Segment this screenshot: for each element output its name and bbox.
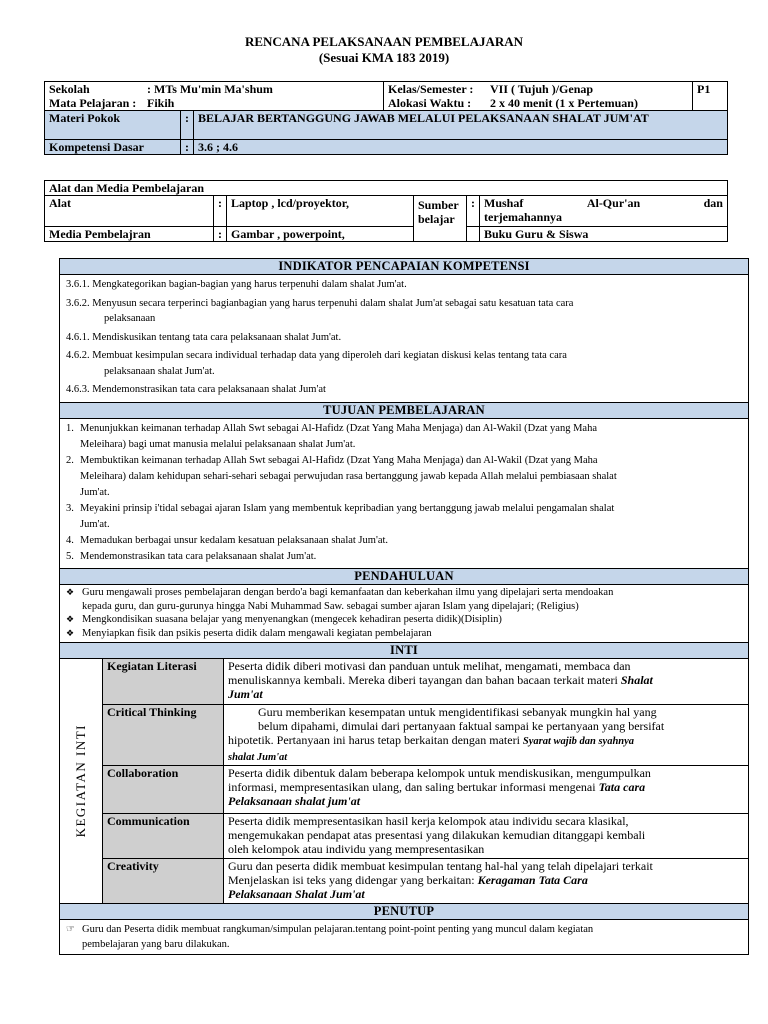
mapel-value: Fikih [147,96,175,110]
sumber-1b: Al-Qur'an [586,196,641,210]
kegiatan-inti-label: KEGIATAN INTI [73,724,88,838]
alokasi-value: 2 x 40 menit (1 x Pertemuan) [490,96,638,110]
alokasi-label: Alokasi Waktu : [388,96,472,110]
indikator-item: 3.6.2. Menyusun secara terperinci bagianbagian yang harus terpenuhi dalam shalat Jum'at sebagai satu kesatuan tata cara [66,297,574,309]
mapel-label: Mata Pelajaran : [49,96,137,110]
indikator-item: 4.6.1. Mendiskusikan tentang tata cara pelaksanaan shalat Jum'at. [66,331,342,343]
materi-label: Materi Pokok [45,111,181,140]
identity-table [44,81,728,155]
alat-label: Alat [45,196,214,227]
alat-value: Laptop , lcd/proyektor, [227,196,414,227]
tujuan-item-cont: Jum'at. [80,487,110,498]
sumber-1d: terjemahannya [484,210,562,224]
inti-row-label: Collaboration [103,766,224,814]
materi-value: BELAJAR BERTANGGUNG JAWAB MELALUI PELAKSANAAN SHALAT JUM'AT [194,111,728,140]
indikator-heading: INDIKATOR PENCAPAIAN KOMPETENSI [60,259,749,275]
indikator-item: 4.6.3. Mendemonstrasikan tata cara pelaksanaan shalat Jum'at [66,384,326,395]
tujuan-item: 4. Memadukan berbagai unsur kedalam kesatuan pelaksanaan shalat Jum'at. [66,535,389,546]
indikator-item-cont: pelaksanaan [104,313,156,324]
sumber-1c: dan [703,196,723,210]
tujuan-item: 5. Mendemonstrasikan tata cara pelaksanaan shalat Jum'at. [66,551,317,562]
diamond-bullet-icon: ❖ [66,615,75,625]
inti-row-content: Guru memberikan kesempatan untuk mengidentifikasi sebanyak mungkin hal yang belum dipahami, dimulai dari pertanyaan faktual sampai ke pertanyaan yang bersifat hipotetik. Pertanyaan ini harus tetap berkaitan dengan materi Syarat wajib dan syahnya shalat Jum'at [224,705,749,766]
tujuan-list [60,419,749,569]
penutup-content: ☞ Guru dan Peserta didik membuat rangkuman/simpulan pelajaran.tentang point-point penting yang muncul dalam kegiatan pembelajaran yang baru dilakukan. [60,920,749,955]
sumber-label-1: Sumber [418,198,459,212]
sekolah-value: : MTs Mu'min Ma'shum [147,82,273,96]
kd-value: 3.6 ; 4.6 [194,140,728,155]
penutup-heading: PENUTUP [60,904,749,920]
code-cell: P1 [693,82,728,111]
inti-row-label: Kegiatan Literasi [103,659,224,705]
tujuan-item-cont: Meleihara) dalam kehidupan sehari-sehari sebagai perwujudan rasa bertanggung jawab kepada Allah melalui pembiasaan shalat [80,471,617,482]
inti-heading: INTI [60,643,749,659]
pendahuluan-heading: PENDAHULUAN [60,569,749,585]
pointing-hand-icon: ☞ [66,924,75,935]
materi-colon: : [181,111,194,140]
inti-row-content: Peserta didik dibentuk dalam beberapa kelompok untuk mendiskusikan, mengumpulkan informasi, mempresentasikan ulang, dan saling bertukar informasi mengenai Tata cara Pelaksanaan shalat jum'at [224,766,749,814]
inti-row-label: Critical Thinking [103,705,224,766]
media-label: Media Pembelajran [45,227,214,242]
tujuan-heading: TUJUAN PEMBELAJARAN [60,403,749,419]
pendahuluan-item-cont: kepada guru, dan guru-gurunya hingga Nabi Muhammad Saw. sebagai sumber ajaran Islam yang dipelajari; (Religius) [82,601,579,612]
sekolah-label: Sekolah [49,82,90,96]
sumber-colon: : [467,196,480,227]
diamond-bullet-icon: ❖ [66,629,75,639]
document-title: RENCANA PELAKSANAAN PEMBELAJARAN [244,34,524,49]
indikator-item: 3.6.1. Mengkategorikan bagian-bagian yang harus terpenuhi dalam shalat Jum'at. [66,279,407,290]
inti-row-label: Communication [103,814,224,859]
media-colon: : [214,227,227,242]
media-table [44,180,728,242]
tujuan-item: 1. Menunjukkan keimanan terhadap Allah Swt sebagai Al-Hafidz (Dzat Yang Maha Menjaga) dan Al-Wakil (Dzat yang Maha [66,423,598,434]
tujuan-item-cont: Jum'at. [80,519,110,530]
tujuan-item: 3. Meyakini prinsip i'tidal sebagai ajaran Islam yang membentuk kepribadian yang bertanggung jawab melalui pengamalan shalat [66,503,615,514]
media-heading: Alat dan Media Pembelajaran [45,181,728,196]
pendahuluan-item: ❖ Menyiapkan fisik dan psikis peserta didik dalam mengawali kegiatan pembelajaran [66,628,432,639]
inti-row-label: Creativity [103,859,224,904]
pendahuluan-item: ❖ Guru mengawali proses pembelajaran dengan berdo'a bagi kemanfaatan dan keberkahan ilmu yang dipelajari serta mendoakan [66,587,614,598]
kd-colon: : [181,140,194,155]
inti-row-content: Guru dan peserta didik membuat kesimpulan tentang hal-hal yang telah dipelajari terkait Menjelaskan isi teks yang didengar yang berkaitan: Keragaman Tata Cara Pelaksanaan Shalat Jum'at [224,859,749,904]
kelas-label: Kelas/Semester : [388,82,474,96]
alat-colon: : [214,196,227,227]
tujuan-item-cont: Meleihara) bagi umat manusia melalui pelaksanaan shalat Jum'at. [80,439,356,450]
pendahuluan-item: ❖ Mengkondisikan suasana belajar yang menyenangkan (mengecek kehadiran peserta didik)(Disiplin) [66,614,502,625]
sumber-label-2: belajar [418,212,455,226]
sumber-1a: Mushaf [484,196,524,210]
kelas-value: VII ( Tujuh )/Genap [490,82,594,96]
pendahuluan-list [60,585,749,643]
sumber-2: Buku Guru & Siswa [480,227,728,242]
kd-label: Kompetensi Dasar [45,140,181,155]
diamond-bullet-icon: ❖ [66,588,75,598]
main-table [59,258,749,955]
media-value: Gambar , powerpoint, [227,227,414,242]
indikator-item: 4.6.2. Membuat kesimpulan secara individual terhadap data yang diperoleh dari kegiatan diskusi kelas tentang tata cara [66,350,567,361]
inti-row-content: Peserta didik mempresentasikan hasil kerja kelompok atau individu secara klasikal, mengemukakan pendapat atas presentasi yang dilakukan kemudian ditanggapi kembali oleh kelompok atau individu yang mempresentasikan [224,814,749,859]
indikator-item-cont: pelaksanaan shalat Jum'at. [104,365,215,377]
document-subtitle: (Sesuai KMA 183 2019) [318,50,450,65]
inti-row-content: Peserta didik diberi motivasi dan panduan untuk melihat, mengamati, membaca dan menuliskannya kembali. Mereka diberi tayangan dan bahan bacaan terkait materi Shalat Jum'at [224,659,749,705]
indikator-list [60,275,749,403]
tujuan-item: 2. Membuktikan keimanan terhadap Allah Swt sebagai Al-Hafidz (Dzat Yang Maha Menjaga) dan Al-Wakil (Dzat yang Maha [66,455,598,466]
